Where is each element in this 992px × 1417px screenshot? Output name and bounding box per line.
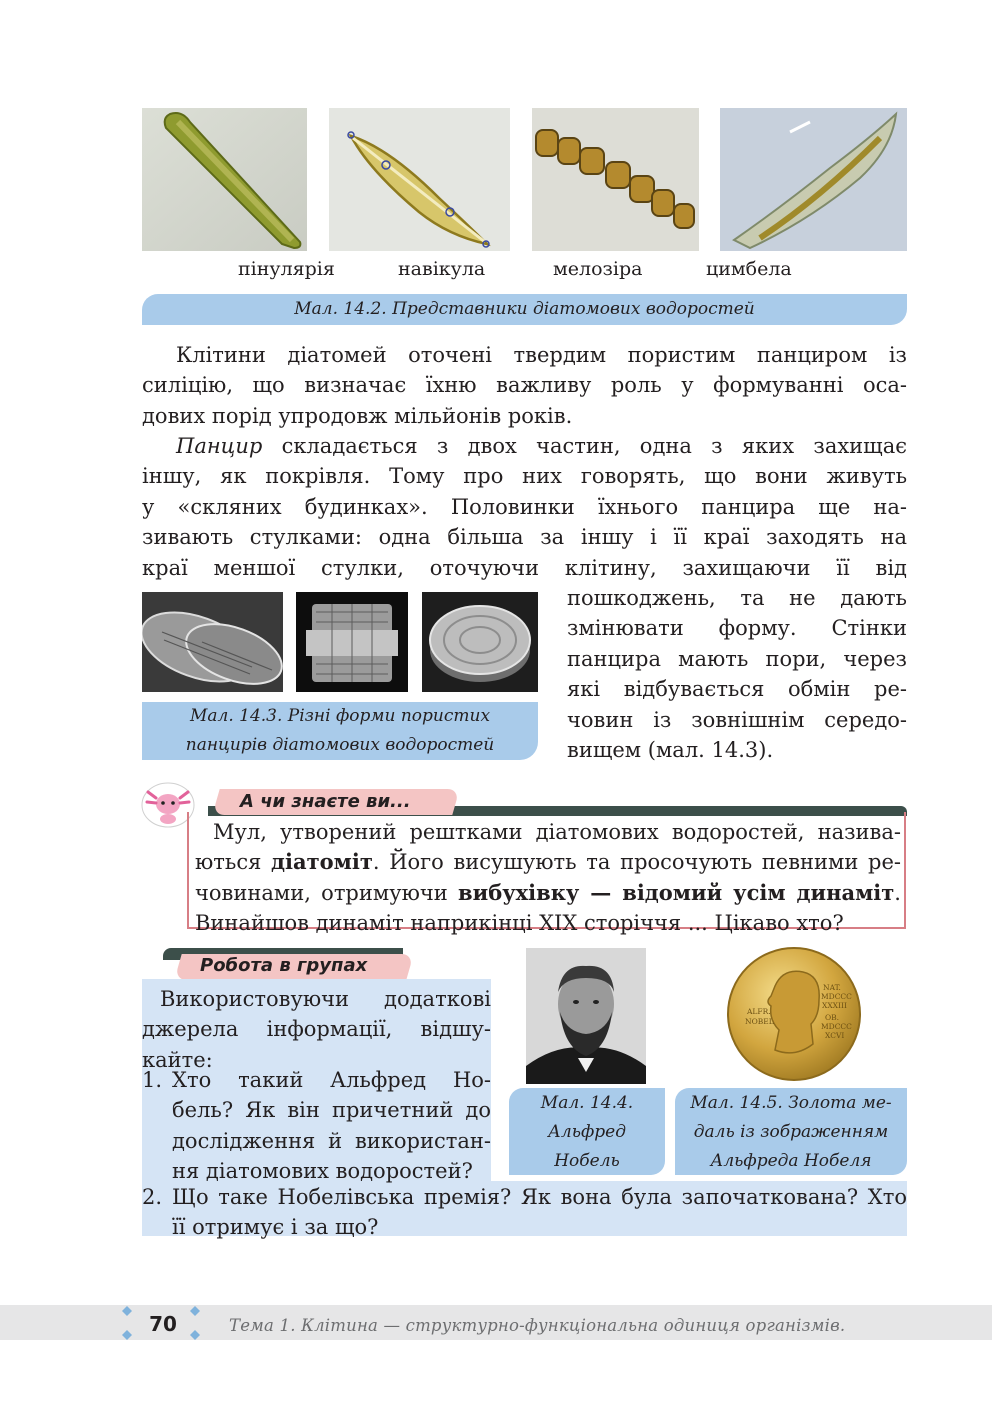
text-line: у «скляних будинках». Половинки їхнього панцира ще на- bbox=[142, 494, 907, 519]
text-line: Мул, утворений рештками діатомових водоростей, назива- bbox=[213, 820, 901, 844]
photo-navicula bbox=[329, 108, 510, 251]
label-melosira: мелозіра bbox=[553, 258, 643, 280]
running-title: Тема 1. Клітина — структурно-функціональна одиниця організмів. bbox=[229, 1316, 846, 1335]
caption-line: Мал. 14.5. Золота ме- bbox=[690, 1093, 892, 1113]
label-cymbella: цимбела bbox=[706, 258, 792, 280]
caption-line: Мал. 14.4. bbox=[540, 1093, 634, 1113]
medal-text: ALFR. bbox=[747, 1007, 771, 1016]
medal-text: NAT. bbox=[823, 983, 841, 992]
photo-melosira bbox=[532, 108, 699, 251]
text-fragment: . bbox=[894, 880, 901, 905]
caption-text: Мал. 14.2. Представники діатомових водоростей bbox=[294, 299, 755, 319]
text-line: краї меншої стулки, оточуючи клітину, захищаючи її від bbox=[142, 555, 907, 580]
text-line bbox=[142, 431, 907, 461]
text-line: Хто такий Альфред Но- bbox=[172, 1068, 491, 1092]
term-pantsyr: Панцир bbox=[176, 434, 263, 458]
caption-line: даль із зображенням bbox=[693, 1122, 889, 1142]
text-line: ня діатомових водоростей? bbox=[172, 1159, 473, 1184]
question-2 bbox=[172, 1182, 907, 1243]
text-line bbox=[195, 847, 901, 877]
text-fragment: складається з двох частин, одна з яких захищає bbox=[262, 434, 907, 458]
photo-sem-2 bbox=[296, 592, 408, 692]
text-fragment: . Його висушують та просочують певними ре- bbox=[372, 850, 901, 875]
medal-text: XXXIII bbox=[822, 1001, 847, 1010]
question-2-number: 2. bbox=[142, 1185, 163, 1209]
photo-alfred-nobel bbox=[526, 948, 646, 1084]
text-line: які відбувається обмін ре- bbox=[567, 677, 907, 702]
medal-text: MDCCC bbox=[821, 1022, 852, 1031]
caption-line: Мал. 14.3. Різні форми пористих bbox=[189, 706, 491, 726]
did-you-know-title: А чи знаєте ви... bbox=[240, 791, 411, 812]
term-dynamite: вибухівку — відомий усім динаміт bbox=[458, 879, 895, 905]
text-line: змінювати форму. Стінки bbox=[567, 616, 907, 641]
text-line: Що таке Нобелівська премія? Як вона була започаткована? Хто bbox=[172, 1185, 907, 1209]
photo-sem-1 bbox=[142, 592, 283, 692]
page-number: 70 bbox=[149, 1312, 177, 1336]
did-you-know-text bbox=[195, 817, 901, 939]
paragraph-1 bbox=[142, 340, 907, 431]
figure-caption-14-3 bbox=[142, 702, 538, 760]
photo-cymbella bbox=[720, 108, 907, 251]
paragraph-2-side bbox=[567, 583, 907, 765]
text-line: джерела інформації, відшу- bbox=[142, 1017, 491, 1042]
figure-caption-14-5 bbox=[675, 1088, 907, 1175]
text-line: іншу, як покрівля. Тому про них говорять, що вони живуть bbox=[142, 464, 907, 489]
text-line: силіцію, що визначає їхню важливу роль у формуванні оса- bbox=[142, 373, 907, 398]
text-line bbox=[195, 878, 901, 908]
text-line: бель? Як він причетний до bbox=[172, 1098, 491, 1123]
photo-sem-3 bbox=[422, 592, 538, 692]
caption-line: Альфред bbox=[548, 1122, 626, 1142]
label-pinnularia: пінулярія bbox=[238, 258, 335, 280]
caption-line: Альфреда Нобеля bbox=[710, 1151, 872, 1171]
text-line: Використовуючи додаткові bbox=[160, 987, 491, 1011]
text-line: зивають стулками: одна більша за іншу і її краї заходять на bbox=[142, 525, 907, 550]
medal-text: OB. bbox=[825, 1013, 840, 1022]
question-1 bbox=[172, 1065, 491, 1187]
group-work-title: Робота в групах bbox=[200, 955, 368, 976]
text-line: Клітини діатомей оточені твердим пористим панциром із bbox=[176, 343, 907, 367]
text-line: дослідження й використан- bbox=[172, 1128, 491, 1153]
figure-caption-14-2 bbox=[142, 294, 907, 325]
text-line: пошкоджень, та не дають bbox=[567, 586, 907, 610]
text-line: Винайшов динаміт наприкінці XIX сторіччя ... Цікаво хто? bbox=[195, 911, 844, 936]
question-1-number: 1. bbox=[142, 1068, 163, 1092]
term-diatomite: діатоміт bbox=[271, 849, 373, 875]
label-navicula: навікула bbox=[398, 258, 486, 280]
medal-text: NOBEL bbox=[745, 1017, 774, 1026]
figure-caption-14-4 bbox=[509, 1088, 665, 1175]
text-line: панцира мають пори, через bbox=[567, 646, 907, 671]
text-line: човин із зовнішнім середо- bbox=[567, 707, 907, 732]
medal-text: MDCCC bbox=[821, 992, 852, 1001]
text-line: її отримує і за що? bbox=[172, 1215, 379, 1240]
text-line: вищем (мал. 14.3). bbox=[567, 738, 774, 763]
medal-text: XCVI bbox=[825, 1031, 845, 1040]
photo-pinnularia bbox=[142, 108, 307, 251]
caption-line: панцирів діатомових водоростей bbox=[185, 735, 495, 755]
group-work-intro bbox=[142, 984, 491, 1075]
text-fragment: ються bbox=[195, 850, 272, 875]
text-fragment: човинами, отримуючи bbox=[195, 880, 459, 905]
paragraph-2 bbox=[142, 431, 907, 583]
text-line: дових порід упродовж мільйонів років. bbox=[142, 403, 573, 428]
caption-line: Нобель bbox=[554, 1151, 620, 1171]
text-line: кайте: bbox=[142, 1047, 213, 1072]
photo-nobel-medal bbox=[725, 946, 863, 1082]
